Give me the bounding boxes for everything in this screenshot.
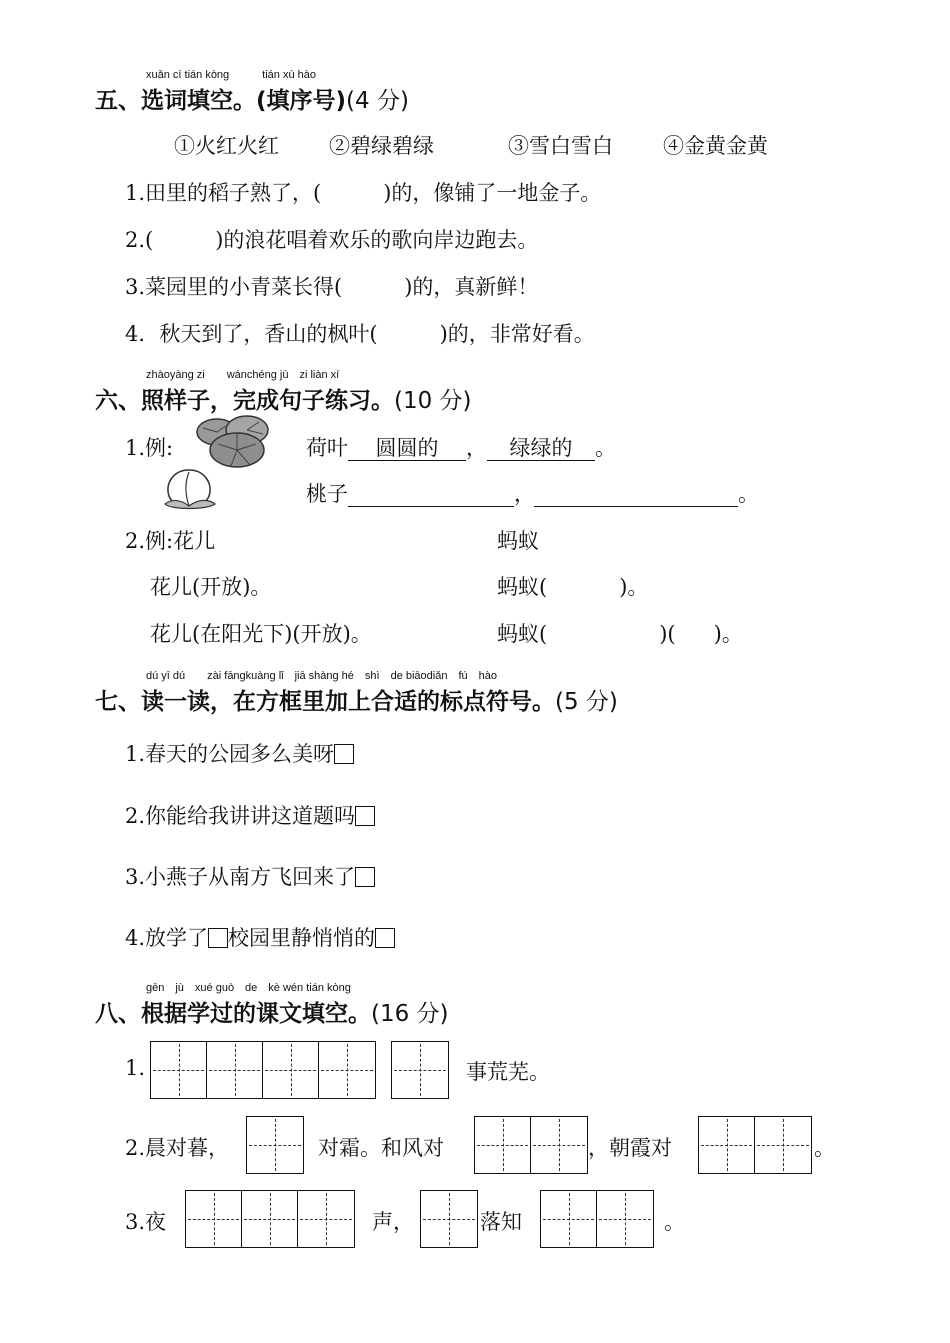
section5-pinyin: xuǎn cí tián kòng tián xù hào <box>146 69 316 81</box>
section5-score: (4 分) <box>346 88 409 114</box>
ant3-text-b: )( <box>659 622 676 646</box>
example1-label: 1.例: <box>125 436 174 460</box>
writing-grid-q2a[interactable] <box>246 1116 304 1174</box>
punctuation-box[interactable] <box>334 744 354 764</box>
question1-subject: 桃子 <box>306 482 348 506</box>
s5-question-3 <box>125 271 538 301</box>
section8-score: (16 分) <box>371 1001 449 1027</box>
s8-q2-mid2: ，朝霞对 <box>588 1136 672 1160</box>
ant3-text-a: 蚂蚁( <box>497 622 548 646</box>
s8-q2-label: 2.晨对暮， <box>125 1136 230 1160</box>
section7-heading <box>95 683 618 716</box>
q1-text-a: 1.田里的稻子熟了，( <box>125 181 322 205</box>
s8-q3-mid2: 落知 <box>480 1210 522 1234</box>
punctuation-box[interactable] <box>355 806 375 826</box>
ant2-text-b: )。 <box>619 575 649 599</box>
writing-grid-q3c[interactable] <box>540 1190 654 1248</box>
s5-question-1 <box>125 177 601 207</box>
s7-q4-text-a: 4.放学了 <box>125 926 209 950</box>
ant-line-2 <box>497 571 648 601</box>
example1-subject: 荷叶 <box>306 436 348 460</box>
section7-title: 七、读一读，在方框里加上合适的标点符号。 <box>95 689 555 715</box>
q4-text-a: 4．秋天到了，香山的枫叶( <box>125 322 378 346</box>
s7-question-2 <box>125 800 375 830</box>
ant-line-1: 蚂蚁 <box>497 529 539 553</box>
q4-text-b: )的，非常好看。 <box>439 322 595 346</box>
writing-grid-q2b[interactable] <box>474 1116 588 1174</box>
section6-heading <box>95 382 472 415</box>
question1-blank-1[interactable] <box>348 482 514 507</box>
s8-q1-tail: 事荒芜。 <box>466 1060 550 1084</box>
s7-q1-text: 1.春天的公园多么美呀 <box>125 742 335 766</box>
section6-score: (10 分) <box>394 388 472 414</box>
section5-title: 五、选词填空。(填序号) <box>95 88 347 114</box>
section7-score: (5 分) <box>555 689 618 715</box>
section8-pinyin: gēn jù xué guò de kè wén tián kòng <box>146 982 351 994</box>
option-3: ③雪白雪白 <box>508 134 613 158</box>
example1-end: 。 <box>595 436 616 460</box>
ant2-text-a: 蚂蚁( <box>497 575 548 599</box>
writing-grid-q3b[interactable] <box>420 1190 478 1248</box>
q2-text-a: 2.( <box>125 228 154 252</box>
s5-question-2 <box>125 224 538 254</box>
s8-q3-mid1: 声， <box>372 1210 414 1234</box>
option-1: ①火红火红 <box>174 134 279 158</box>
s8-q1-label: 1. <box>125 1056 146 1080</box>
s7-question-1 <box>125 738 354 768</box>
section5-heading <box>95 82 409 115</box>
s7-q3-text: 3.小燕子从南方飞回来了 <box>125 865 356 889</box>
punctuation-box[interactable] <box>208 928 228 948</box>
example2-label: 2.例:花儿 <box>125 529 216 553</box>
section8-title: 八、根据学过的课文填空。 <box>95 1001 371 1027</box>
s7-q4-text-b: 校园里静悄悄的 <box>228 926 376 950</box>
section7-pinyin: dú yī dú zài fāngkuàng lǐ jiā shàng hé shì de biāodiǎn fú hào <box>146 670 497 682</box>
q1-text-b: )的，像铺了一地金子。 <box>383 181 602 205</box>
s7-q2-text: 2.你能给我讲讲这道题吗 <box>125 804 356 828</box>
punctuation-box[interactable] <box>375 928 395 948</box>
q3-text-b: )的，真新鲜！ <box>404 275 539 299</box>
writing-grid-q1b[interactable] <box>391 1041 449 1099</box>
example2-line3: 花儿(在阳光下)(开放)。 <box>150 622 372 646</box>
option-2: ②碧绿碧绿 <box>329 134 434 158</box>
question1-end: 。 <box>738 482 759 506</box>
question1-sentence <box>306 478 759 508</box>
section6-pinyin: zhàoyàng zi wánchéng jù zi liàn xí <box>146 369 340 381</box>
s7-question-4 <box>125 922 395 952</box>
question1-blank-2[interactable] <box>534 482 738 507</box>
s8-q3-label: 3.夜 <box>125 1210 167 1234</box>
option-4: ④金黄金黄 <box>663 134 768 158</box>
question1-comma: ， <box>514 482 535 506</box>
ant3-text-c: )。 <box>713 622 743 646</box>
writing-grid-q1a[interactable] <box>150 1041 376 1099</box>
s8-q3-end: 。 <box>664 1210 685 1234</box>
q3-text-a: 3.菜园里的小青菜长得( <box>125 275 343 299</box>
s8-q2-mid1: 对霜。和风对 <box>318 1136 444 1160</box>
s8-q2-end: 。 <box>814 1136 835 1160</box>
q2-text-b: )的浪花唱着欢乐的歌向岸边跑去。 <box>215 228 539 252</box>
peach-icon <box>159 460 219 510</box>
punctuation-box[interactable] <box>355 867 375 887</box>
section8-heading <box>95 995 449 1028</box>
writing-grid-q2c[interactable] <box>698 1116 812 1174</box>
example1-answer-2: 绿绿的 <box>487 436 595 461</box>
ant-line-3 <box>497 618 743 648</box>
s5-question-4 <box>125 318 595 348</box>
section6-title: 六、照样子，完成句子练习。 <box>95 388 394 414</box>
example1-sentence <box>306 432 616 462</box>
writing-grid-q3a[interactable] <box>185 1190 355 1248</box>
example1-comma: ， <box>466 436 487 460</box>
s7-question-3 <box>125 861 375 891</box>
example2-line2: 花儿(开放)。 <box>150 575 272 599</box>
example1-answer-1: 圆圆的 <box>348 436 466 461</box>
